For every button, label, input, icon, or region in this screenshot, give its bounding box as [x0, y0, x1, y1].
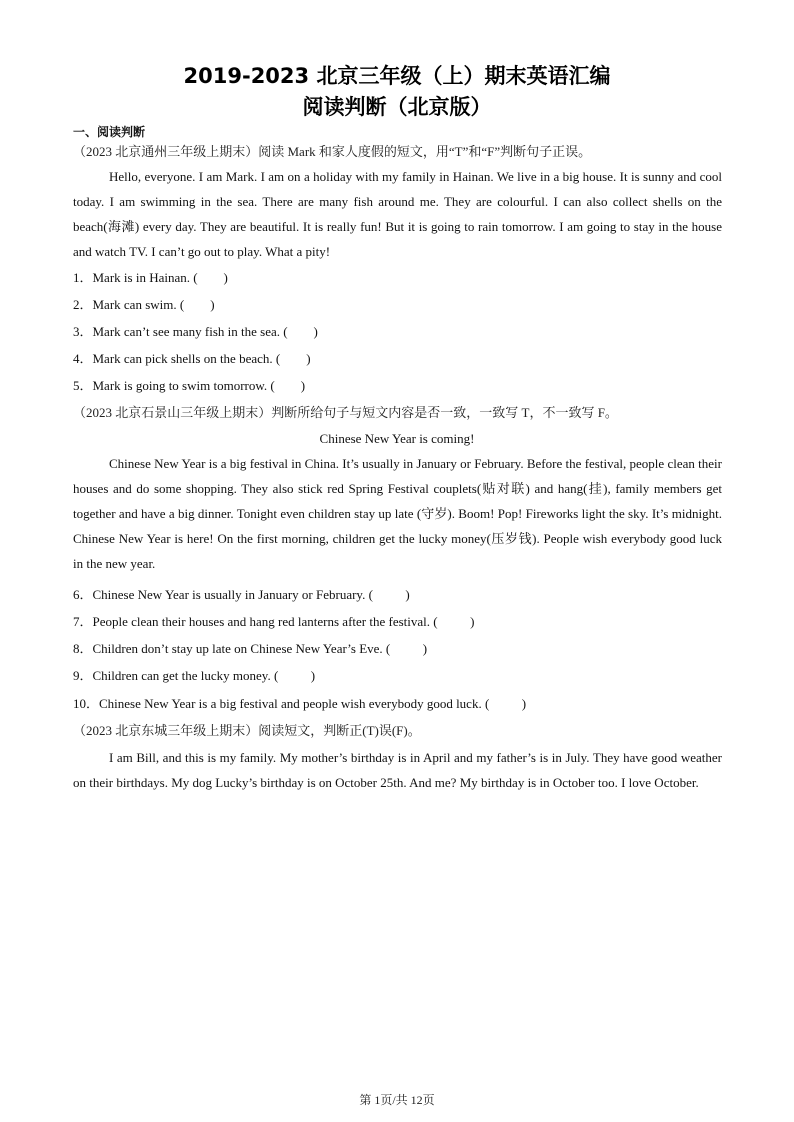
question-9: 9．Children can get the lucky money. ( ) — [73, 668, 316, 683]
passage-2-text: Chinese New Year is a big festival in China. It’s usually in January or February. Before the festival, people clean their houses and do some shopping. They also stick red Spring Festival couplets(贴对联) and hang(挂), family members get together and have a big dinner. Tonight even children stay up late (守岁). Boom! Pop! Fireworks light the sky. It’s midnight. Chinese New Year is here! On the first morning, children get the lucky money(压岁钱). People wish everybody good luck in the new year. — [73, 456, 722, 571]
passage-3-text: I am Bill, and this is my family. My mother’s birthday is in April and my father’s is in July. They have good weather on their birthdays. My dog Lucky’s birthday is on October 25th. And me? My birthday is in October too. I love October. — [73, 750, 722, 790]
question-5: 5．Mark is going to swim tomorrow. ( ) — [73, 378, 306, 393]
question-1: 1．Mark is in Hainan. ( ) — [73, 270, 228, 285]
section-heading: 一、阅读判断 — [73, 125, 146, 139]
page-footer: 第 1页/共 12页 — [359, 1093, 435, 1107]
question-7: 7．People clean their houses and hang red lanterns after the festival. ( ) — [73, 614, 475, 629]
passage-1-text: Hello, everyone. I am Mark. I am on a holiday with my family in Hainan. We live in a big house. It is sunny and cool today. I am swimming in the sea. There are many fish around me. They are colourful. I can also collect shells on the beach(海滩) every day. They are beautiful. It is really fun! But it is going to rain tomorrow. I am going to stay in the house and watch TV. I can’t go out to play. What a pity! — [73, 169, 722, 259]
passage-2-source: （2023 北京石景山三年级上期末）判断所给句子与短文内容是否一致，一致写 T，不一致写 F。 — [73, 405, 618, 420]
question-6: 6．Chinese New Year is usually in January or February. ( ) — [73, 587, 410, 602]
question-3: 3．Mark can’t see many fish in the sea. ( ) — [73, 324, 318, 339]
passage-1-source: （2023 北京通州三年级上期末）阅读 Mark 和家人度假的短文，用“T”和“F”判断句子正误。 — [73, 144, 592, 159]
passage-2-title: Chinese New Year is coming! — [319, 431, 475, 446]
document-title-line-1: 2019-2023 北京三年级（上）期末英语汇编 — [183, 64, 611, 88]
question-2: 2．Mark can swim. ( ) — [73, 297, 215, 312]
document-title-line-2: 阅读判断（北京版） — [302, 95, 492, 119]
question-10: 10．Chinese New Year is a big festival and people wish everybody good luck. ( ) — [73, 696, 527, 711]
question-8: 8．Children don’t stay up late on Chinese New Year’s Eve. ( ) — [73, 641, 428, 656]
passage-3-source: （2023 北京东城三年级上期末）阅读短文，判断正(T)误(F)。 — [73, 723, 421, 738]
question-4: 4．Mark can pick shells on the beach. ( ) — [73, 351, 311, 366]
